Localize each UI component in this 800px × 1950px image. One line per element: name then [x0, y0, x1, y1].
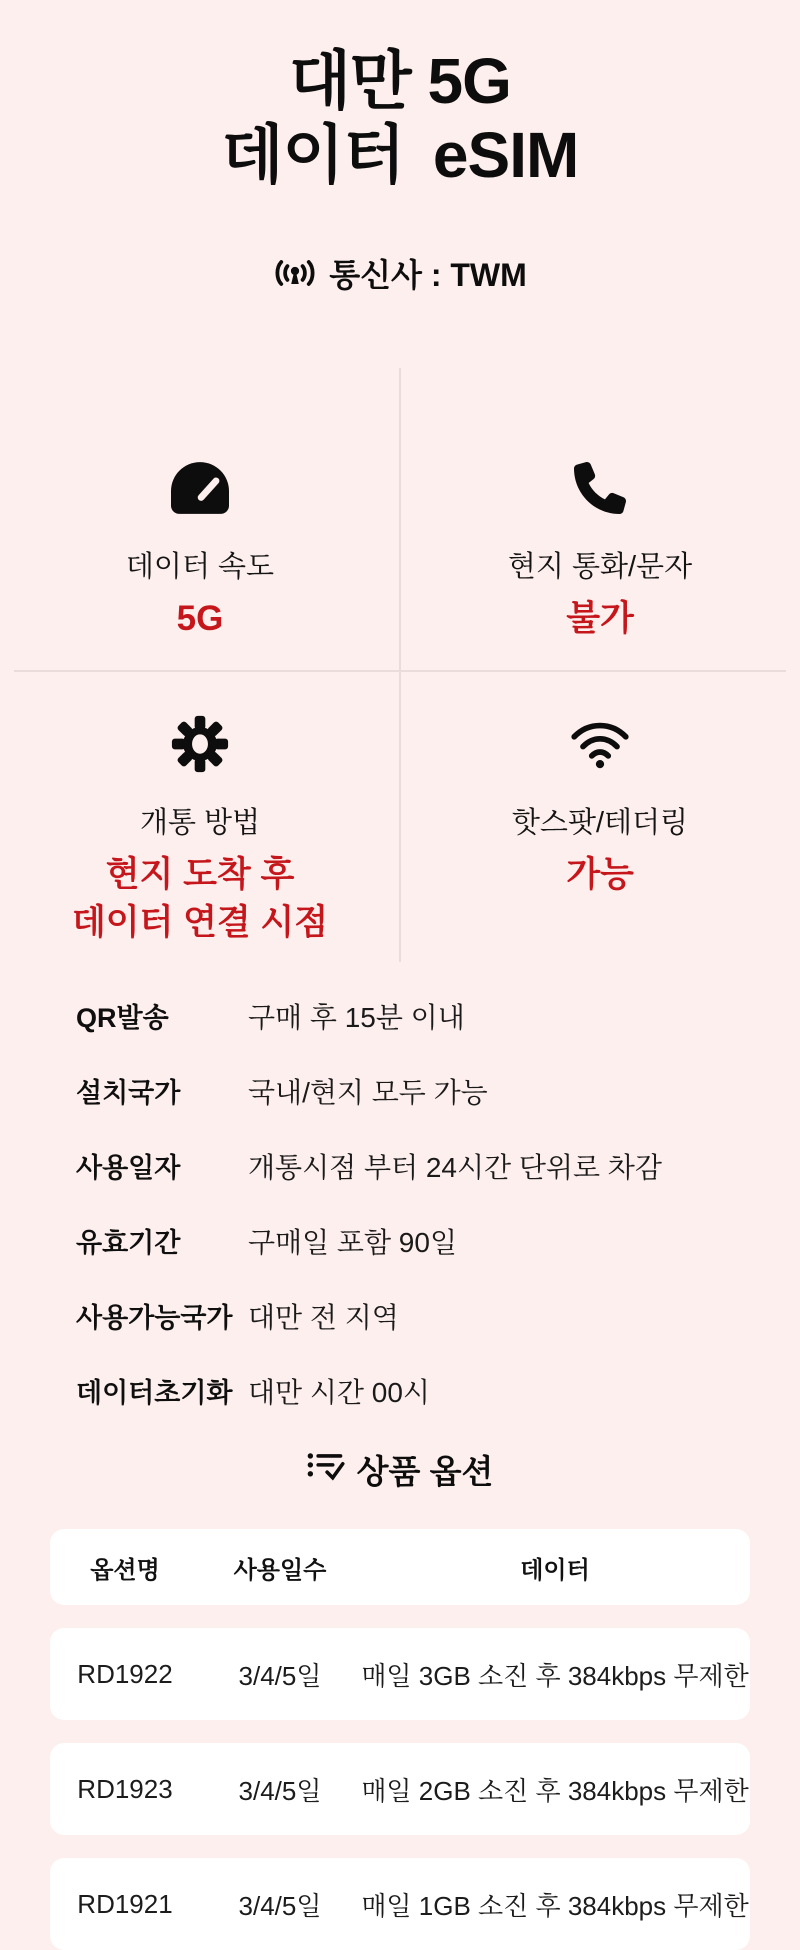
carrier-label: 통신사 : TWM [329, 257, 527, 294]
table-row [50, 1858, 750, 1950]
column-header-option: 옵션명 [90, 1556, 160, 1584]
gear-icon [169, 712, 231, 776]
feature-value: 5G [176, 599, 224, 639]
spec-key: 유효기간 [76, 1228, 181, 1259]
feature-label: 개통 방법 [139, 807, 261, 840]
column-header-days: 사용일수 [233, 1556, 327, 1584]
spec-value: 국내/현지 모두 가능 [248, 1077, 488, 1109]
carrier-row [0, 250, 800, 296]
options-section-title [0, 1446, 800, 1493]
feature-value-line1: 현지 도착 후 [105, 855, 295, 895]
feature-local-call [400, 368, 800, 670]
feature-hotspot [400, 670, 800, 962]
vertical-divider [399, 368, 401, 962]
page-title-line1: 대만 5G [289, 45, 511, 117]
speedometer-icon [166, 456, 234, 520]
spec-row-coverage [76, 1296, 800, 1336]
feature-value [72, 851, 328, 946]
table-row [50, 1628, 750, 1720]
option-days: 3/4/5일 [238, 1775, 322, 1806]
feature-value: 가능 [566, 855, 634, 895]
spec-key: QR발송 [76, 1003, 169, 1034]
spec-row-qr [76, 996, 800, 1036]
option-data: 매일 3GB 소진 후 384kbps 무제한 [361, 1660, 749, 1691]
spec-row-install-country [76, 1071, 800, 1111]
option-data: 매일 2GB 소진 후 384kbps 무제한 [361, 1775, 749, 1806]
spec-value: 구매 후 15분 이내 [248, 1002, 465, 1034]
broadcast-icon [273, 256, 317, 290]
option-code: RD1921 [77, 1888, 173, 1919]
options-table-header [50, 1529, 750, 1605]
horizontal-divider [14, 670, 786, 672]
options-table [50, 1529, 750, 1950]
feature-label: 데이터 속도 [125, 551, 275, 584]
spec-value: 대만 전 지역 [248, 1302, 399, 1334]
wifi-icon [567, 712, 633, 776]
spec-value: 대만 시간 00시 [248, 1377, 430, 1409]
spec-key: 사용일자 [76, 1153, 181, 1184]
feature-label: 핫스팟/테더링 [511, 807, 689, 840]
spec-value: 개통시점 부터 24시간 단위로 차감 [248, 1152, 662, 1184]
feature-label: 현지 통화/문자 [507, 551, 693, 584]
spec-key: 데이터초기화 [76, 1378, 233, 1409]
spec-value: 구매일 포함 90일 [248, 1227, 457, 1259]
option-days: 3/4/5일 [238, 1660, 322, 1691]
feature-grid [0, 368, 800, 962]
spec-list [76, 996, 800, 1411]
option-code: RD1922 [77, 1658, 173, 1689]
feature-data-speed [0, 368, 400, 670]
spec-key: 설치국가 [76, 1078, 181, 1109]
column-header-data: 데이터 [520, 1556, 590, 1584]
list-check-icon [307, 1450, 345, 1490]
spec-row-data-reset [76, 1371, 800, 1411]
spec-row-validity [76, 1221, 800, 1261]
option-days: 3/4/5일 [238, 1890, 322, 1921]
spec-key: 사용가능국가 [76, 1303, 233, 1334]
options-title-label: 상품 옵션 [356, 1453, 494, 1491]
spec-row-usage-days [76, 1146, 800, 1186]
feature-value-line2: 데이터 연결 시점 [71, 902, 329, 942]
phone-icon [574, 456, 626, 520]
page-title [0, 0, 800, 192]
option-code: RD1923 [77, 1773, 173, 1804]
page-title-line2: 데이터 eSIM [221, 119, 579, 192]
option-data: 매일 1GB 소진 후 384kbps 무제한 [361, 1890, 749, 1921]
feature-value: 불가 [566, 599, 634, 639]
feature-activation [0, 670, 400, 962]
table-row [50, 1743, 750, 1835]
